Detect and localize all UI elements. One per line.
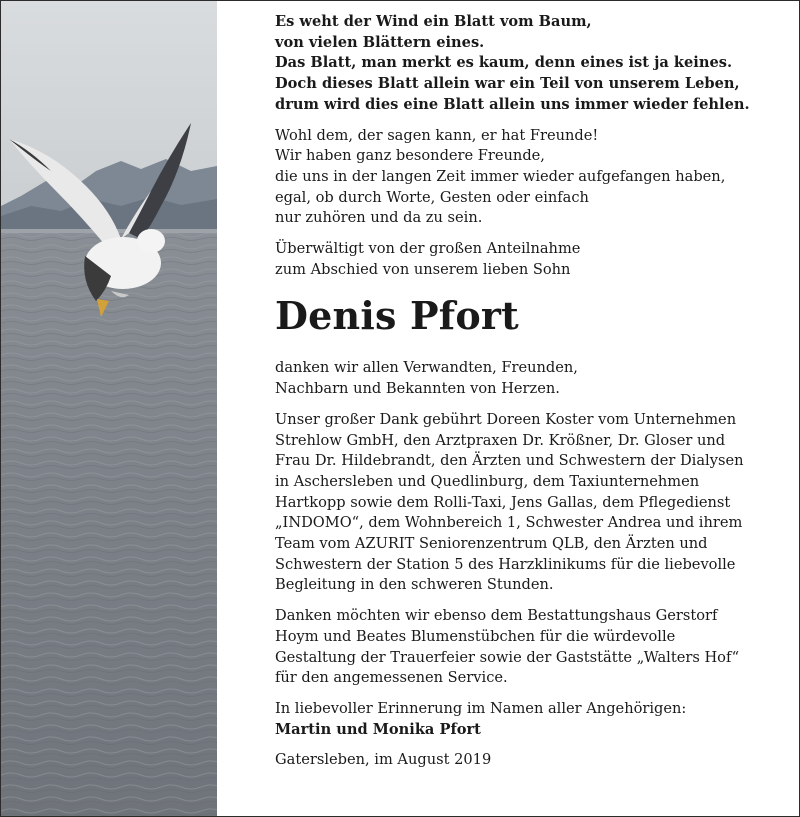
poem-line: von vielen Blättern eines. xyxy=(275,33,485,51)
intro-paragraph xyxy=(275,239,775,280)
text-line: nur zuhören und da zu sein. xyxy=(275,209,483,227)
text-line: Nachbarn und Bekannten von Herzen. xyxy=(275,380,560,398)
seagull-image xyxy=(1,1,217,816)
seagull-photo xyxy=(1,1,217,816)
text-line: Strehlow GmbH, den Arztpraxen Dr. Krößner, Dr. Gloser und xyxy=(275,431,726,449)
text-line: Schwestern der Station 5 des Harzklinikums für die liebevolle xyxy=(275,555,736,573)
signatories: Martin und Monika Pfort xyxy=(275,720,481,738)
friends-paragraph xyxy=(275,126,775,230)
text-line: „INDOMO“, dem Wohnbereich 1, Schwester Andrea und ihrem xyxy=(275,514,743,532)
funeral-thanks-paragraph xyxy=(275,606,775,689)
poem-line: Doch dieses Blatt allein war ein Teil von unserem Leben, xyxy=(275,75,740,93)
text-line: Wir haben ganz besondere Freunde, xyxy=(275,147,545,165)
text-line: in Aschersleben und Quedlinburg, dem Taxiunternehmen xyxy=(275,472,700,490)
closing-paragraph xyxy=(275,699,775,740)
text-line: für den angemessenen Service. xyxy=(275,669,508,687)
place-date-line: Gatersleben, im August 2019 xyxy=(275,751,492,769)
poem-line: Es weht der Wind ein Blatt vom Baum, xyxy=(275,13,592,30)
text-line: zum Abschied von unserem lieben Sohn xyxy=(275,260,571,278)
text-line: Hoym und Beates Blumenstübchen für die würdevolle xyxy=(275,627,676,645)
text-line: Frau Dr. Hildebrandt, den Ärzten und Schwestern der Dialysen xyxy=(275,452,744,470)
place-date xyxy=(275,750,775,771)
poem xyxy=(275,12,775,116)
closing-line: In liebevoller Erinnerung im Namen aller Angehörigen: xyxy=(275,699,687,717)
text-line: egal, ob durch Worte, Gesten oder einfach xyxy=(275,188,589,206)
text-line: Danken möchten wir ebenso dem Bestattungshaus Gerstorf xyxy=(275,607,718,625)
text-line: Gestaltung der Trauerfeier sowie der Gaststätte „Walters Hof“ xyxy=(275,648,740,666)
deceased-name: Denis Pfort xyxy=(275,293,519,339)
text-line: Unser großer Dank gebührt Doreen Koster vom Unternehmen xyxy=(275,410,737,428)
text-line: Hartkopp sowie dem Rolli-Taxi, Jens Gallas, dem Pflegedienst xyxy=(275,493,731,511)
obituary-text xyxy=(275,12,775,771)
text-line: Überwältigt von der großen Anteilnahme xyxy=(275,240,581,258)
text-line: Begleitung in den schweren Stunden. xyxy=(275,576,554,594)
text-line: Wohl dem, der sagen kann, er hat Freunde! xyxy=(275,126,599,144)
text-line: die uns in der langen Zeit immer wieder aufgefangen haben, xyxy=(275,167,726,185)
thanks-paragraph xyxy=(275,358,775,399)
poem-line: drum wird dies eine Blatt allein uns immer wieder fehlen. xyxy=(275,95,750,113)
poem-line: Das Blatt, man merkt es kaum, denn eines ist ja keines. xyxy=(275,54,733,72)
text-line: Team vom AZURIT Seniorenzentrum QLB, den Ärzten und xyxy=(275,535,708,553)
special-thanks-paragraph xyxy=(275,410,775,596)
text-line: danken wir allen Verwandten, Freunden, xyxy=(275,359,578,377)
